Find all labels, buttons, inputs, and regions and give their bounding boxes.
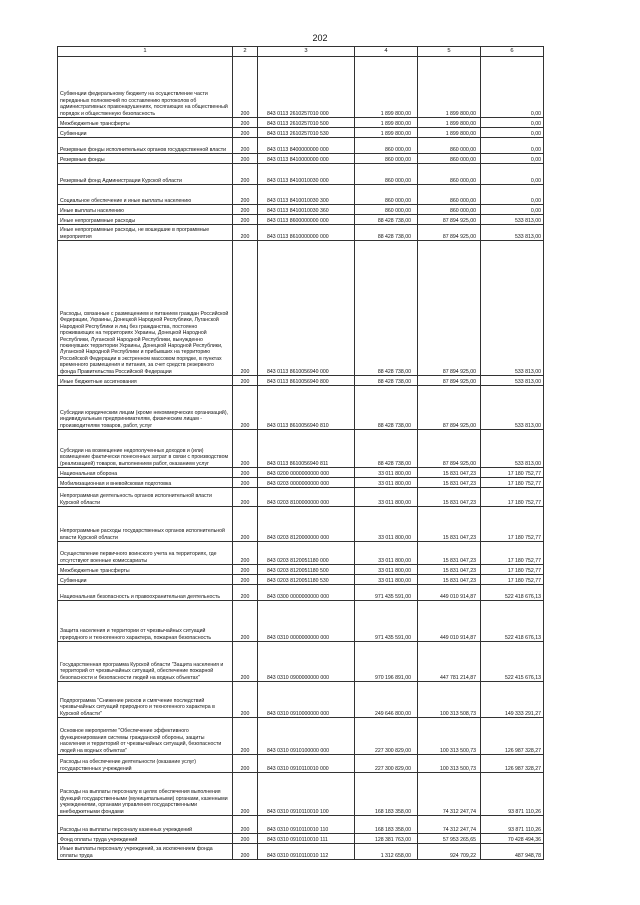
row-plan-amount: 971 435 591,00 xyxy=(355,585,418,601)
row-name: Фонд оплаты труда учреждений xyxy=(58,834,233,844)
row-remainder-amount: 522 415 676,13 xyxy=(481,642,544,682)
row-executed-amount: 100 313 508,73 xyxy=(418,682,481,718)
table-row xyxy=(58,376,544,386)
row-code: 200 xyxy=(233,642,258,682)
row-name: Осуществление первичного воинского учета на территориях, где отсутствуют военные комиссариаты xyxy=(58,542,233,565)
column-header: 6 xyxy=(481,47,544,57)
table-row xyxy=(58,386,544,430)
row-classification: 843 0310 0910110010 112 xyxy=(258,844,355,860)
row-remainder-amount: 533 813,00 xyxy=(481,225,544,241)
table-row xyxy=(58,128,544,138)
row-executed-amount: 87 894 925,00 xyxy=(418,225,481,241)
row-code: 200 xyxy=(233,154,258,164)
row-executed-amount: 860 000,00 xyxy=(418,154,481,164)
row-classification: 843 0203 0000000000 000 xyxy=(258,478,355,488)
table-row xyxy=(58,164,544,185)
row-executed-amount: 87 894 925,00 xyxy=(418,386,481,430)
row-plan-amount: 227 300 829,00 xyxy=(355,755,418,773)
table-row xyxy=(58,57,544,118)
row-code: 200 xyxy=(233,755,258,773)
row-remainder-amount: 533 813,00 xyxy=(481,430,544,468)
row-remainder-amount: 93 871 110,26 xyxy=(481,816,544,834)
row-executed-amount: 87 894 925,00 xyxy=(418,215,481,225)
row-code: 200 xyxy=(233,575,258,585)
row-plan-amount: 227 300 829,00 xyxy=(355,718,418,755)
row-remainder-amount: 522 418 676,13 xyxy=(481,585,544,601)
row-code: 200 xyxy=(233,478,258,488)
row-remainder-amount: 533 813,00 xyxy=(481,386,544,430)
row-code: 200 xyxy=(233,601,258,642)
row-executed-amount: 449 010 914,87 xyxy=(418,601,481,642)
row-name: Иные бюджетные ассигнования xyxy=(58,376,233,386)
row-plan-amount: 33 011 800,00 xyxy=(355,478,418,488)
row-code: 200 xyxy=(233,585,258,601)
table-row xyxy=(58,138,544,154)
row-classification: 843 0300 0000000000 000 xyxy=(258,585,355,601)
row-plan-amount: 1 899 800,00 xyxy=(355,57,418,118)
row-executed-amount: 100 313 500,73 xyxy=(418,755,481,773)
row-executed-amount: 924 709,22 xyxy=(418,844,481,860)
row-remainder-amount: 533 813,00 xyxy=(481,215,544,225)
row-plan-amount: 88 428 738,00 xyxy=(355,215,418,225)
row-name: Расходы на выплаты персоналу казенных учреждений xyxy=(58,816,233,834)
table-row xyxy=(58,565,544,575)
row-code: 200 xyxy=(233,565,258,575)
row-name: Расходы на выплаты персоналу в целях обеспечения выполнения функций государственными (муниципальными) органами, казенными учреждениями, органами управления государственными внебюджетными фондами xyxy=(58,773,233,816)
row-plan-amount: 860 000,00 xyxy=(355,205,418,215)
row-name: Резервные фонды xyxy=(58,154,233,164)
table-header-row xyxy=(58,47,544,57)
row-executed-amount: 860 000,00 xyxy=(418,205,481,215)
row-code: 200 xyxy=(233,507,258,542)
row-plan-amount: 33 011 800,00 xyxy=(355,488,418,507)
table-row xyxy=(58,154,544,164)
table-row xyxy=(58,507,544,542)
row-plan-amount: 1 312 658,00 xyxy=(355,844,418,860)
row-remainder-amount: 0,00 xyxy=(481,154,544,164)
row-name: Защита населения и территории от чрезвычайных ситуаций природного и техногенного характера, пожарная безопасность xyxy=(58,601,233,642)
table-row xyxy=(58,585,544,601)
table-row xyxy=(58,185,544,205)
row-plan-amount: 88 428 738,00 xyxy=(355,241,418,376)
row-plan-amount: 33 011 800,00 xyxy=(355,542,418,565)
row-remainder-amount: 0,00 xyxy=(481,57,544,118)
row-name: Субвенции xyxy=(58,575,233,585)
row-executed-amount: 57 953 265,65 xyxy=(418,834,481,844)
row-code: 200 xyxy=(233,682,258,718)
row-code: 200 xyxy=(233,773,258,816)
row-name: Субвенции xyxy=(58,128,233,138)
row-name: Подпрограмма "Снижение рисков и смягчение последствий чрезвычайных ситуаций природного и техногенного характера в Курской области" xyxy=(58,682,233,718)
row-plan-amount: 33 011 800,00 xyxy=(355,468,418,478)
row-code: 200 xyxy=(233,118,258,128)
row-remainder-amount: 533 813,00 xyxy=(481,241,544,376)
row-code: 200 xyxy=(233,844,258,860)
row-name: Иные выплаты населению xyxy=(58,205,233,215)
page-number: 202 xyxy=(312,33,328,43)
row-name: Межбюджетные трансферты xyxy=(58,565,233,575)
row-code: 200 xyxy=(233,542,258,565)
row-executed-amount: 87 894 925,00 xyxy=(418,376,481,386)
table-row xyxy=(58,844,544,860)
row-classification: 843 0113 8610056940 000 xyxy=(258,241,355,376)
row-remainder-amount: 0,00 xyxy=(481,205,544,215)
row-plan-amount: 860 000,00 xyxy=(355,164,418,185)
row-executed-amount: 87 894 925,00 xyxy=(418,430,481,468)
column-header: 4 xyxy=(355,47,418,57)
row-remainder-amount: 17 180 752,77 xyxy=(481,468,544,478)
row-classification: 843 0310 0910110010 100 xyxy=(258,773,355,816)
row-remainder-amount: 17 180 752,77 xyxy=(481,488,544,507)
row-executed-amount: 15 831 047,23 xyxy=(418,507,481,542)
row-executed-amount: 74 312 247,74 xyxy=(418,816,481,834)
row-name: Национальная оборона xyxy=(58,468,233,478)
row-plan-amount: 128 381 763,00 xyxy=(355,834,418,844)
row-code: 200 xyxy=(233,164,258,185)
row-plan-amount: 860 000,00 xyxy=(355,154,418,164)
row-executed-amount: 1 899 800,00 xyxy=(418,57,481,118)
row-name: Социальное обеспечение и иные выплаты населению xyxy=(58,185,233,205)
row-name: Резервные фонды исполнительных органов государственной власти xyxy=(58,138,233,154)
row-classification: 843 0203 8100000000 000 xyxy=(258,488,355,507)
row-classification: 843 0310 0900000000 000 xyxy=(258,642,355,682)
row-code: 200 xyxy=(233,225,258,241)
row-executed-amount: 87 894 925,00 xyxy=(418,241,481,376)
row-executed-amount: 447 781 214,87 xyxy=(418,642,481,682)
row-code: 200 xyxy=(233,205,258,215)
row-code: 200 xyxy=(233,138,258,154)
row-remainder-amount: 0,00 xyxy=(481,118,544,128)
row-remainder-amount: 126 987 328,27 xyxy=(481,718,544,755)
row-remainder-amount: 487 948,78 xyxy=(481,844,544,860)
row-remainder-amount: 93 871 110,26 xyxy=(481,773,544,816)
row-plan-amount: 33 011 800,00 xyxy=(355,575,418,585)
row-name: Иные выплаты персоналу учреждений, за исключением фонда оплаты труда xyxy=(58,844,233,860)
row-classification: 843 0200 0000000000 000 xyxy=(258,468,355,478)
row-plan-amount: 860 000,00 xyxy=(355,185,418,205)
row-classification: 843 0113 2610257010 500 xyxy=(258,118,355,128)
row-classification: 843 0113 2610257010 000 xyxy=(258,57,355,118)
row-code: 200 xyxy=(233,488,258,507)
row-classification: 843 0310 0910110010 111 xyxy=(258,834,355,844)
row-plan-amount: 860 000,00 xyxy=(355,138,418,154)
row-remainder-amount: 522 418 676,13 xyxy=(481,601,544,642)
table-row xyxy=(58,241,544,376)
row-classification: 843 0310 0000000000 000 xyxy=(258,601,355,642)
budget-execution-table xyxy=(57,46,544,860)
table-row xyxy=(58,575,544,585)
row-executed-amount: 15 831 047,23 xyxy=(418,565,481,575)
row-classification: 843 0113 8410010030 000 xyxy=(258,164,355,185)
row-code: 200 xyxy=(233,816,258,834)
row-classification: 843 0113 8610000000 000 xyxy=(258,225,355,241)
row-executed-amount: 15 831 047,23 xyxy=(418,468,481,478)
row-code: 200 xyxy=(233,185,258,205)
row-classification: 843 0113 8410010030 360 xyxy=(258,205,355,215)
row-classification: 843 0113 8410000000 000 xyxy=(258,154,355,164)
row-classification: 843 0203 8120051180 000 xyxy=(258,542,355,565)
row-code: 200 xyxy=(233,430,258,468)
row-code: 200 xyxy=(233,376,258,386)
row-plan-amount: 88 428 738,00 xyxy=(355,376,418,386)
table-row xyxy=(58,430,544,468)
row-name: Субсидии на возмещение недополученных доходов и (или) возмещение фактически понесенных затрат в связи с производством (реализацией) товаров, выполнением работ, оказанием услуг xyxy=(58,430,233,468)
row-name: Субсидии юридическим лицам (кроме некоммерческих организаций), индивидуальным предпринимателям, физическим лицам - производителям товаров, работ, услуг xyxy=(58,386,233,430)
row-name: Резервный фонд Администрации Курской области xyxy=(58,164,233,185)
row-code: 200 xyxy=(233,241,258,376)
row-plan-amount: 88 428 738,00 xyxy=(355,386,418,430)
row-remainder-amount: 126 987 328,27 xyxy=(481,755,544,773)
row-plan-amount: 970 196 891,00 xyxy=(355,642,418,682)
row-classification: 843 0310 0910110010 000 xyxy=(258,755,355,773)
row-executed-amount: 74 312 247,74 xyxy=(418,773,481,816)
row-code: 200 xyxy=(233,57,258,118)
table-row xyxy=(58,601,544,642)
row-remainder-amount: 0,00 xyxy=(481,185,544,205)
row-classification: 843 0310 0910110010 110 xyxy=(258,816,355,834)
row-executed-amount: 860 000,00 xyxy=(418,185,481,205)
table-row xyxy=(58,642,544,682)
row-name: Непрограммные расходы государственных органов исполнительной власти Курской области xyxy=(58,507,233,542)
table-row xyxy=(58,488,544,507)
row-code: 200 xyxy=(233,215,258,225)
row-executed-amount: 100 313 500,73 xyxy=(418,718,481,755)
table-row xyxy=(58,773,544,816)
table-row xyxy=(58,718,544,755)
table-row xyxy=(58,755,544,773)
row-remainder-amount: 17 180 752,77 xyxy=(481,542,544,565)
row-classification: 843 0113 8610056940 800 xyxy=(258,376,355,386)
row-executed-amount: 449 010 914,87 xyxy=(418,585,481,601)
row-name: Расходы, связанные с размещением и питанием граждан Российской Федерации, Украины, Донецкой Народной Республики, Луганской Народной Республики и лиц без гражданства, постоянно проживающих на территориях Украины, Донецкой Народной Республики, Луганской Народной Республики, вынужденно покинувших территории Украины, Донецкой Народной Республики, Луганской Народной Республики и прибывших на территорию Российской Федерации в экстренном массовом порядке, в пунктах временного размещения и питания, за счет средств резервного фонда Правительства Российской Федерации xyxy=(58,241,233,376)
row-remainder-amount: 17 180 752,77 xyxy=(481,507,544,542)
column-header: 3 xyxy=(258,47,355,57)
row-name: Субвенции федеральному бюджету на осуществление части переданных полномочий по составлению протоколов об административных правонарушениях, посягающих на общественный порядок и общественную безопасность xyxy=(58,57,233,118)
row-executed-amount: 860 000,00 xyxy=(418,138,481,154)
row-classification: 843 0203 8120051180 500 xyxy=(258,565,355,575)
row-executed-amount: 15 831 047,23 xyxy=(418,488,481,507)
row-remainder-amount: 17 180 752,77 xyxy=(481,575,544,585)
table-row xyxy=(58,468,544,478)
row-name: Иные непрограммные расходы xyxy=(58,215,233,225)
table-row xyxy=(58,205,544,215)
row-remainder-amount: 533 813,00 xyxy=(481,376,544,386)
row-name: Непрограммная деятельность органов исполнительной власти Курской области xyxy=(58,488,233,507)
row-code: 200 xyxy=(233,468,258,478)
row-classification: 843 0113 8600000000 000 xyxy=(258,215,355,225)
row-plan-amount: 1 899 800,00 xyxy=(355,128,418,138)
row-code: 200 xyxy=(233,718,258,755)
row-name: Межбюджетные трансферты xyxy=(58,118,233,128)
row-executed-amount: 15 831 047,23 xyxy=(418,575,481,585)
row-plan-amount: 168 183 358,00 xyxy=(355,773,418,816)
row-classification: 843 0113 8610056940 811 xyxy=(258,430,355,468)
table-row xyxy=(58,682,544,718)
table-row xyxy=(58,834,544,844)
row-executed-amount: 1 899 800,00 xyxy=(418,128,481,138)
row-remainder-amount: 0,00 xyxy=(481,128,544,138)
row-executed-amount: 1 899 800,00 xyxy=(418,118,481,128)
row-plan-amount: 1 899 800,00 xyxy=(355,118,418,128)
row-plan-amount: 33 011 800,00 xyxy=(355,507,418,542)
row-plan-amount: 88 428 738,00 xyxy=(355,430,418,468)
row-plan-amount: 33 011 800,00 xyxy=(355,565,418,575)
table-row xyxy=(58,478,544,488)
column-header: 5 xyxy=(418,47,481,57)
row-classification: 843 0113 8400000000 000 xyxy=(258,138,355,154)
row-code: 200 xyxy=(233,386,258,430)
row-classification: 843 0310 0910100000 000 xyxy=(258,718,355,755)
row-name: Государственная программа Курской области "Защита населения и территорий от чрезвычайных ситуаций, обеспечение пожарной безопасности и безопасности людей на водных объектах" xyxy=(58,642,233,682)
row-remainder-amount: 0,00 xyxy=(481,164,544,185)
column-header: 1 xyxy=(58,47,233,57)
row-plan-amount: 971 435 591,00 xyxy=(355,601,418,642)
row-name: Национальная безопасность и правоохранительная деятельность xyxy=(58,585,233,601)
row-plan-amount: 249 646 800,00 xyxy=(355,682,418,718)
row-executed-amount: 860 000,00 xyxy=(418,164,481,185)
row-remainder-amount: 0,00 xyxy=(481,138,544,154)
row-classification: 843 0113 8610056940 810 xyxy=(258,386,355,430)
row-classification: 843 0113 8410010030 300 xyxy=(258,185,355,205)
row-remainder-amount: 17 180 752,77 xyxy=(481,565,544,575)
row-classification: 843 0203 8120051180 530 xyxy=(258,575,355,585)
table-row xyxy=(58,542,544,565)
row-executed-amount: 15 831 047,23 xyxy=(418,478,481,488)
row-plan-amount: 88 428 738,00 xyxy=(355,225,418,241)
row-classification: 843 0113 2610257010 530 xyxy=(258,128,355,138)
table-row xyxy=(58,225,544,241)
row-code: 200 xyxy=(233,128,258,138)
row-name: Иные непрограммные расходы, не вошедшие в программные мероприятия xyxy=(58,225,233,241)
row-name: Расходы на обеспечение деятельности (оказание услуг) государственных учреждений xyxy=(58,755,233,773)
table-row xyxy=(58,816,544,834)
row-plan-amount: 168 183 358,00 xyxy=(355,816,418,834)
row-classification: 843 0203 8120000000 000 xyxy=(258,507,355,542)
table-row xyxy=(58,118,544,128)
row-classification: 843 0310 0910000000 000 xyxy=(258,682,355,718)
row-remainder-amount: 149 333 291,27 xyxy=(481,682,544,718)
row-code: 200 xyxy=(233,834,258,844)
column-header: 2 xyxy=(233,47,258,57)
row-remainder-amount: 70 428 494,36 xyxy=(481,834,544,844)
table-row xyxy=(58,215,544,225)
row-executed-amount: 15 831 047,23 xyxy=(418,542,481,565)
row-name: Мобилизационная и вневойсковая подготовка xyxy=(58,478,233,488)
row-remainder-amount: 17 180 752,77 xyxy=(481,478,544,488)
row-name: Основное мероприятие "Обеспечение эффективного функционирования системы гражданской обороны, защиты населения и территорий от чрезвычайных ситуаций, безопасности людей на водных объектах" xyxy=(58,718,233,755)
